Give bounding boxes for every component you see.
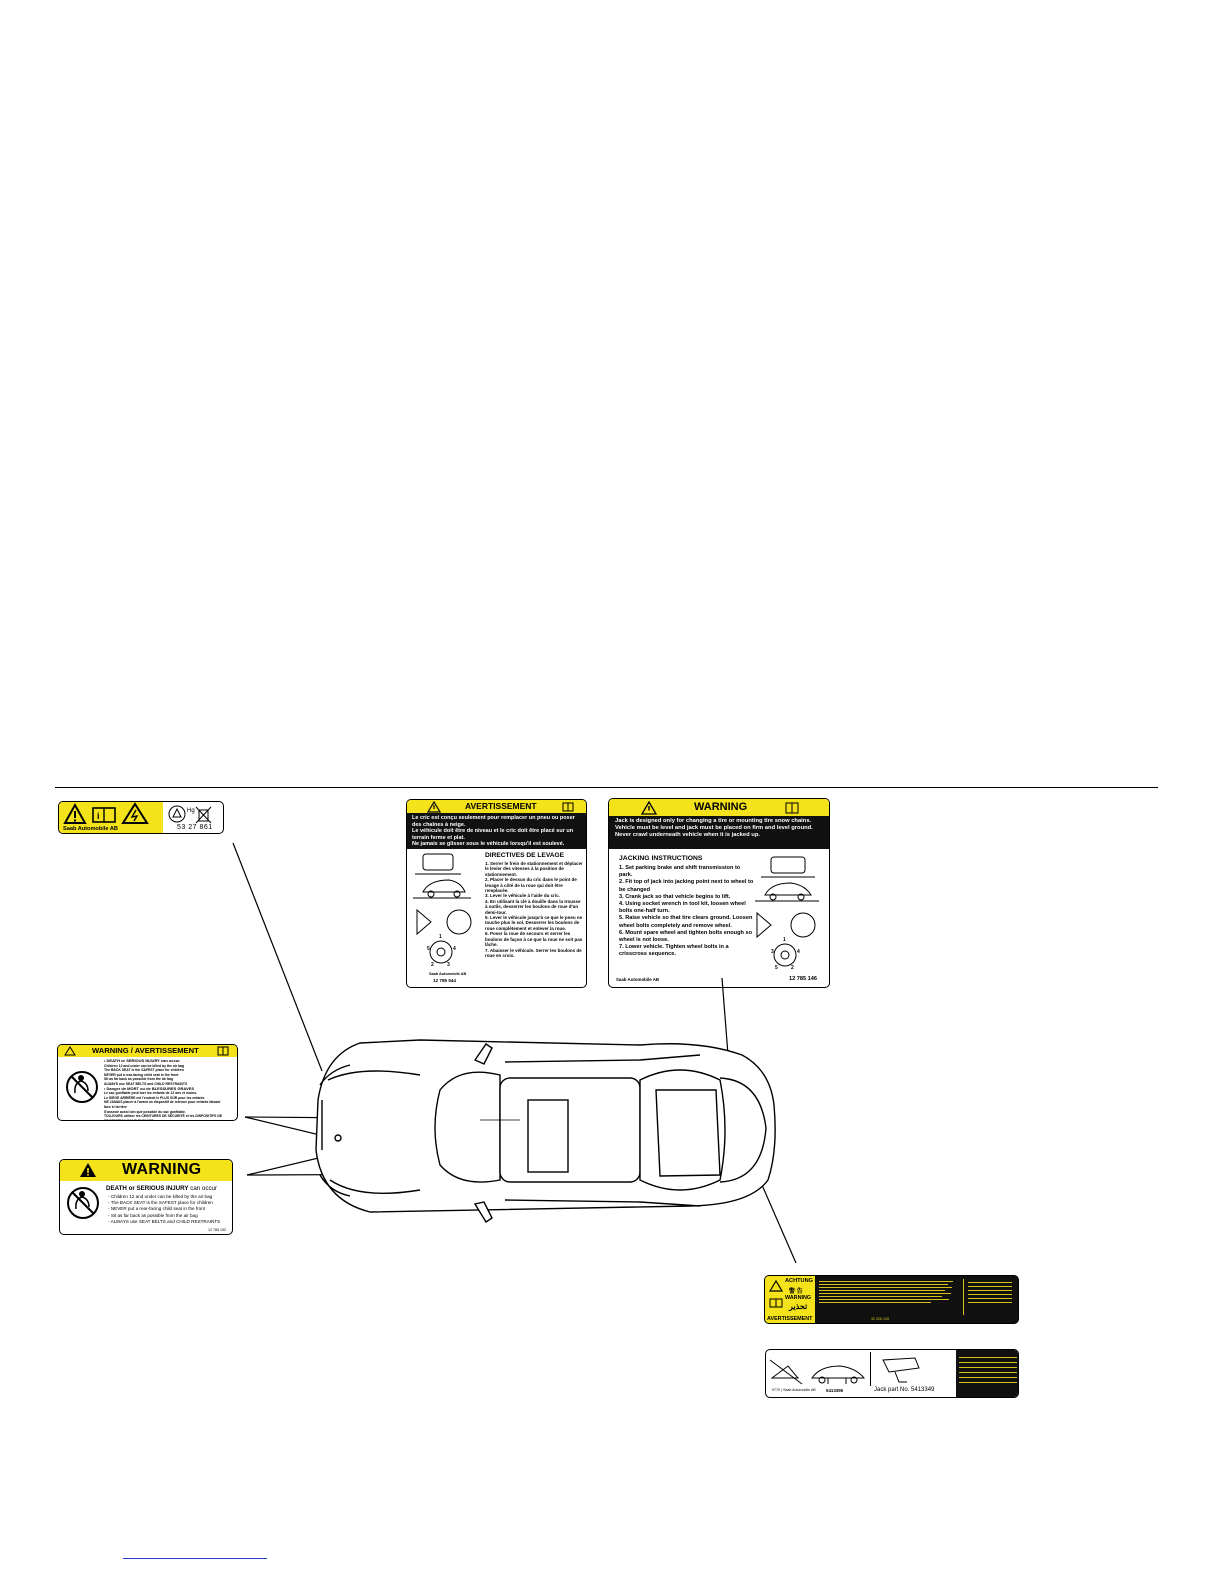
leader-line-airbag-en-1	[247, 1119, 482, 1175]
child-seat-prohibited-icon	[65, 1185, 101, 1221]
bullet-2: Vehicle must be level and jack must be placed on firm and level ground.	[615, 825, 813, 831]
jacking-steps	[485, 861, 583, 958]
fine-print-area-asian	[963, 1279, 1016, 1315]
part-number: 12 785 192	[208, 1228, 226, 1232]
part-number: 32 026 128	[871, 1317, 889, 1321]
title-bar	[609, 799, 829, 816]
jacking-pictograms	[753, 855, 825, 973]
word-achtung: ACHTUNG	[785, 1278, 813, 1284]
word-arabic: تحذير	[789, 1302, 808, 1311]
recycle-icon	[169, 806, 185, 822]
line-5: - ALWAYS use SEAT BELTS and CHILD RESTRAINTS	[108, 1218, 221, 1224]
step-4: 4. Using socket wrench in tool kit, loosen wheel bolts one-half turn.	[619, 901, 746, 915]
electric-hazard-icon	[123, 804, 147, 823]
svg-text:4: 4	[797, 949, 800, 955]
svg-text:5: 5	[427, 946, 430, 952]
mercury-symbol: Hg	[187, 808, 195, 814]
line-10: NE JAMAIS placer à l'avant un dispositif de retenue pour enfants faisant face à l'arrière	[104, 1100, 221, 1109]
step-1: 1. Serrer le frein de stationnement et déplacer le levier des vitesses à la position de stationnement.	[485, 861, 583, 877]
svg-text:1: 1	[783, 937, 786, 943]
svg-text:3: 3	[771, 949, 774, 955]
title-bar	[58, 1045, 237, 1057]
line-3: The BACK SEAT is the SAFEST place for children	[104, 1068, 184, 1073]
leader-line-hazard	[233, 843, 322, 1071]
line-3: - NEVER put a rear-facing child seat in the front	[108, 1206, 206, 1212]
warning-triangle-icon	[65, 805, 85, 823]
word-chinese: 警 告	[789, 1289, 803, 1295]
manual-book-icon	[217, 1046, 229, 1056]
part-number: 53 27 861	[177, 824, 213, 831]
language-column	[765, 1276, 815, 1323]
crossed-bin-icon	[196, 807, 211, 823]
step-6: 6. Mount spare wheel and tighten bolts enough so wheel is not loose.	[619, 929, 753, 944]
part-number: 12 785 146	[789, 976, 817, 982]
line-9: Le SIÈGE ARRIÈRE est l'endroit le PLUS SÛR pour les enfants	[104, 1095, 205, 1100]
title-bar	[407, 800, 586, 813]
jack-part-label	[765, 1349, 1019, 1398]
svg-text:5: 5	[775, 965, 778, 971]
maker-text: Saab Automobile AB	[63, 826, 118, 832]
svg-text:2: 2	[791, 965, 794, 971]
label-title: AVERTISSEMENT	[465, 801, 537, 811]
step-7: 7. Abaisser le véhicule. Serrer les boulons de roue en croix.	[485, 947, 582, 958]
bullet-3: Ne jamais se glisser sous le véhicule lorsqu'il est soulevé.	[412, 841, 565, 848]
fine-print-area	[819, 1279, 959, 1315]
warning-triangle-icon	[641, 801, 657, 815]
car-body	[316, 1040, 775, 1222]
step-7: 7. Lower vehicle. Tighten wheel bolts in a crisscross sequence.	[619, 944, 729, 958]
step-3: 3. Crank jack so that vehicle begins to lift.	[619, 893, 731, 900]
step-2: 2. Fit top of jack into jacking point next to wheel to be changed	[619, 879, 754, 893]
step-5: 5. Raise vehicle so that tire clears ground. Loosen wheel bolts completely and remove wheel.	[619, 915, 753, 929]
maker-text: Saab Automobile AB	[616, 977, 660, 982]
section-heading: DIRECTIVES DE LEVAGE	[485, 852, 565, 859]
bullet-1: Jack is designed only for changing a tire or mounting tire snow chains.	[615, 818, 812, 824]
bullet-1: Le cric est conçu seulement pour remplacer un pneu ou poser des chaînes à neige.	[412, 815, 575, 828]
jacking-pictograms	[409, 852, 485, 970]
line-1: • DEATH or SERIOUS INJURY can occur	[104, 1058, 180, 1063]
hazard-pictograms	[59, 802, 163, 826]
jack-drawing-panel	[870, 1352, 937, 1386]
leader-line-jack	[722, 978, 737, 1170]
warning-text-lines	[108, 1194, 230, 1225]
line-5: Sit as far back as possible from the air bag	[104, 1077, 173, 1082]
manual-book-icon	[785, 802, 799, 814]
step-4: 4. En utilisant la clé à douille dans la trousse à outils, desserrer les boulons de roue d'un demi-tour.	[485, 898, 581, 915]
page-divider	[55, 787, 1158, 788]
label-title: WARNING / AVERTISSEMENT	[92, 1046, 199, 1055]
airbag-warning-label-bilingual	[57, 1044, 238, 1121]
label-title: WARNING	[122, 1161, 202, 1178]
step-6: 6. Poser la roue de secours et serrer les boulons de façon à ce que la roue ne soit pas lâche.	[485, 931, 583, 948]
recycle-mercury-icons	[165, 803, 224, 825]
line-2: - The BACK SEAT is the SAFEST place for children	[108, 1200, 213, 1206]
headline-strong: DEATH or SERIOUS INJURY	[106, 1185, 189, 1192]
part-number: 12 785 544	[433, 978, 456, 983]
headline-rest: can occur	[188, 1185, 218, 1192]
leader-line-airbag-bilingual-2	[245, 1117, 482, 1119]
manual-book-icon	[93, 808, 115, 822]
section-heading: JACKING INSTRUCTIONS	[619, 855, 703, 862]
jack-warning-label-fr	[406, 799, 587, 988]
jacking-steps	[619, 865, 754, 959]
warning-triangle-icon	[64, 1046, 76, 1056]
footer-link-underline[interactable]	[123, 1558, 267, 1559]
hazard-recycle-label	[58, 801, 224, 834]
maker-text: Saab Automobile AB	[429, 972, 467, 976]
bullet-3: Never crawl underneath vehicle when it is jacked up.	[615, 832, 760, 838]
jack-warning-label-en	[608, 798, 830, 988]
step-1: 1. Set parking brake and shift transmission to park.	[619, 865, 741, 879]
line-7: • Danger de MORT ou de BLESSURES GRAVES	[104, 1085, 195, 1091]
svg-text:4: 4	[453, 946, 456, 952]
warning-triangle-icon	[769, 1280, 783, 1292]
step-3: 3. Lever le véhicule à l'aide du cric.	[485, 893, 560, 899]
jack-usage-pictograms	[768, 1352, 872, 1390]
airbag-warning-label-en	[59, 1159, 233, 1235]
warning-triangle-icon	[80, 1163, 96, 1177]
word-warning: WARNING	[785, 1295, 812, 1301]
child-seat-prohibited-icon	[64, 1069, 100, 1105]
maker-text: 9770 | Saab Automobile AB	[772, 1388, 816, 1392]
line-2: Children 12 and under can be killed by the air bag	[104, 1063, 185, 1068]
title-bar	[60, 1160, 232, 1181]
bullet-2: Le véhicule doit être de niveau et le cric doit être placé sur un terrain ferme et plat.	[412, 828, 574, 841]
line-6: ALWAYS use SEAT BELTS and CHILD RESTRAINTS	[104, 1081, 188, 1086]
svg-text:i: i	[97, 811, 100, 821]
leader-line-airbag-bilingual-1	[245, 1117, 482, 1174]
leader-line-multilang	[745, 1146, 796, 1263]
leader-line-airbag-en-2	[247, 1174, 482, 1175]
svg-text:1: 1	[439, 934, 442, 940]
step-2: 2. Placer le dessus du cric dans le point de levage à côté de la roue qui doit être remplacée.	[485, 877, 577, 894]
part-code: 5413395	[826, 1388, 844, 1393]
line-8: Le sac gonflable peut tuer les enfants de 12 ans et moins.	[104, 1091, 197, 1096]
arabic-text-panel	[956, 1350, 1019, 1397]
jack-drawing-icon	[875, 1354, 935, 1384]
word-avertissement: AVERTISSEMENT	[767, 1316, 813, 1322]
manual-book-icon	[562, 802, 574, 812]
line-4: NEVER put a rear-facing child seat in the front	[104, 1072, 179, 1077]
warning-triangle-icon	[427, 801, 441, 813]
headline	[106, 1185, 217, 1192]
jack-warning-label-multilang	[764, 1275, 1019, 1324]
svg-text:2: 2	[431, 962, 434, 968]
warning-bullets	[407, 813, 586, 849]
line-12: TOUJOURS utiliser les CEINTURES DE SÉCURITÉ et les DISPOSITIFS DE PROTECTION POUR ENFANTS	[104, 1114, 223, 1121]
warning-bullets	[609, 816, 829, 849]
warning-text-lines	[104, 1059, 226, 1121]
step-5: 5. Lever le véhicule jusqu'à ce que le pneu ne touche plus le sol. Desserrer les boulons de roue complètement et enlever la roue.	[485, 915, 583, 931]
line-1: - Children 12 and under can be killed by the air bag	[108, 1194, 213, 1199]
line-4: - Sit as far back as possible from the air bag	[108, 1212, 198, 1218]
manual-book-icon	[769, 1298, 783, 1308]
svg-text:3: 3	[447, 962, 450, 968]
jack-part-number: Jack part No. 5413349	[874, 1387, 935, 1393]
line-11: S'asseoir aussi loin que possible du sac gonflable.	[104, 1109, 186, 1114]
label-title: WARNING	[694, 801, 748, 813]
